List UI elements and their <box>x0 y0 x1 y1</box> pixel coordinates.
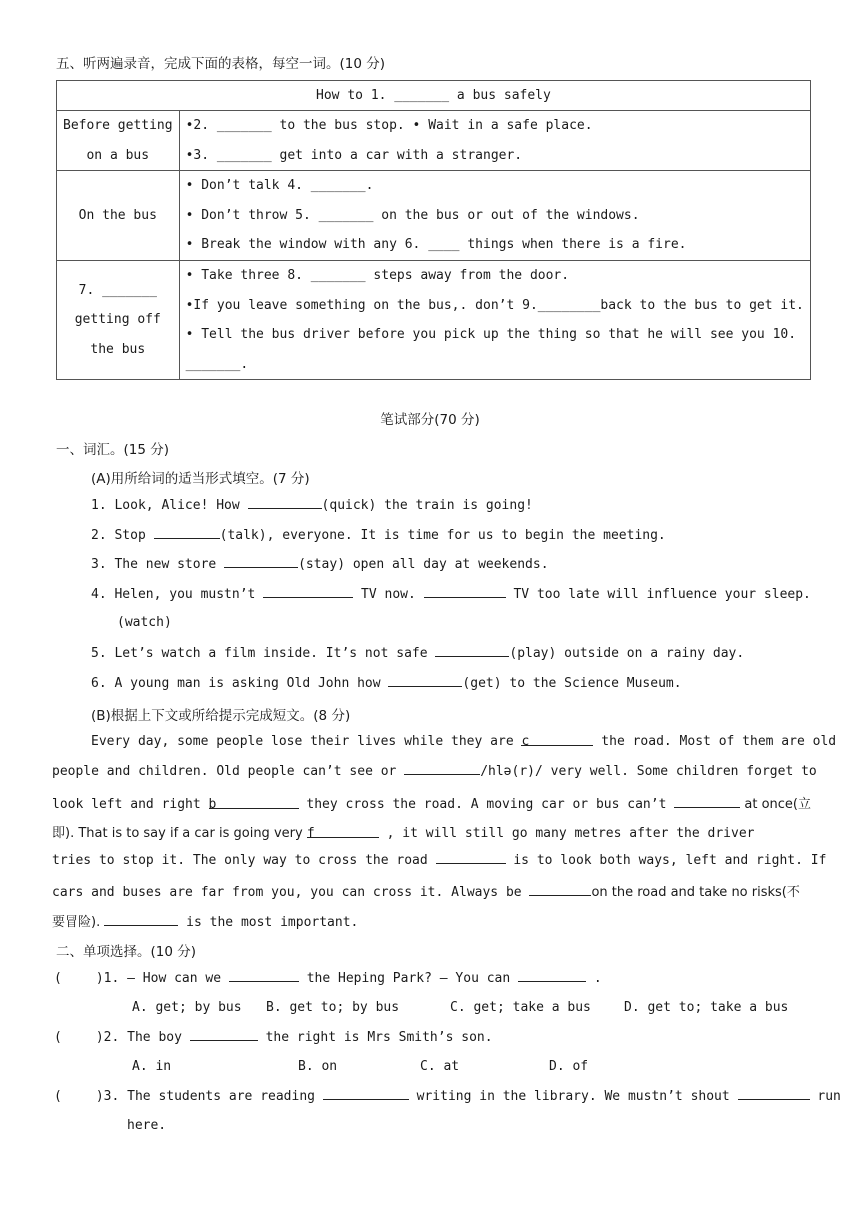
mc-question: ( )3. The students are reading writing in the library. We mustn’t shout run <box>54 1089 841 1104</box>
question-item: 3. The new store (stay) open all day at weekends. <box>91 557 549 572</box>
table-title: How to 1. _______ a bus safely <box>57 81 811 111</box>
mc-option[interactable]: A. get; by bus <box>132 1000 242 1015</box>
table-row <box>57 111 811 171</box>
row-content: • Take three 8. _______ steps away from the door. •If you leave something on the bus,. don’t 9.________back to the bus to get it. • Tell the bus driver before you pick up the thing so that he will see you 10. _______. <box>179 261 810 380</box>
answer-blank[interactable]: b <box>209 797 299 809</box>
mc-option[interactable]: C. at <box>420 1059 460 1074</box>
answer-blank[interactable] <box>738 1088 810 1100</box>
mc-option[interactable]: D. of <box>549 1059 589 1074</box>
answer-blank[interactable]: c <box>521 734 593 746</box>
row-content: • Don’t talk 4. _______. • Don’t throw 5. _______ on the bus or out of the windows. • Break the window with any 6. ____ things when there is a fire. <box>179 171 810 261</box>
answer-blank[interactable] <box>248 497 322 509</box>
answer-blank[interactable] <box>190 1029 258 1041</box>
answer-blank[interactable] <box>224 556 298 568</box>
answer-blank[interactable] <box>104 914 178 926</box>
answer-blank[interactable] <box>154 527 220 539</box>
question-item: 1. Look, Alice! How (quick) the train is going! <box>91 498 533 513</box>
written-part-title: 笔试部分(70 分) <box>380 412 480 428</box>
mc-option[interactable]: B. on <box>298 1059 338 1074</box>
section-five-title: 五、听两遍录音，完成下面的表格，每空一词。(10 分) <box>56 56 386 72</box>
answer-blank[interactable] <box>435 645 509 657</box>
passage-line: 即). That is to say if a car is going very f , it will still go many metres after the driver <box>52 826 755 841</box>
mc-section-title: 二、单项选择。(10 分) <box>56 944 197 960</box>
row-label: 7. _______ getting off the bus <box>57 261 180 380</box>
question-item: 4. Helen, you mustn’t TV now. TV too late will influence your sleep. <box>91 587 811 602</box>
question-item: 6. A young man is asking Old John how (get) to the Science Museum. <box>91 676 682 691</box>
answer-blank[interactable] <box>229 970 299 982</box>
answer-blank[interactable] <box>518 970 586 982</box>
passage-line: people and children. Old people can’t see or /hlə(r)/ very well. Some children forget to <box>52 764 817 779</box>
mc-question: ( )1. — How can we the Heping Park? — You can . <box>54 971 602 986</box>
vocab-section-title: 一、词汇。(15 分) <box>56 442 170 458</box>
row-content: •2. _______ to the bus stop. • Wait in a safe place. •3. _______ get into a car with a stranger. <box>179 111 810 171</box>
mc-option[interactable]: D. get to; take a bus <box>624 1000 789 1015</box>
question-item: 2. Stop (talk), everyone. It is time for us to begin the meeting. <box>91 528 666 543</box>
part-b-title: (B)根据上下文或所给提示完成短文。(8 分) <box>91 708 351 724</box>
answer-blank[interactable] <box>263 586 353 598</box>
passage-line: tries to stop it. The only way to cross the road is to look both ways, left and right. If <box>52 853 827 868</box>
answer-blank[interactable] <box>388 675 462 687</box>
passage-line: cars and buses are far from you, you can cross it. Always be on the road and take no risks(不 <box>52 885 800 900</box>
mc-question-continuation: here. <box>127 1118 167 1133</box>
listening-table <box>56 80 811 380</box>
passage-line: look left and right b they cross the road. A moving car or bus can’t at once(立 <box>52 797 811 812</box>
passage-line: Every day, some people lose their lives while they are c the road. Most of them are old <box>91 734 837 749</box>
answer-blank[interactable] <box>674 796 740 808</box>
row-label: Before getting on a bus <box>57 111 180 171</box>
mc-option[interactable]: B. get to; by bus <box>266 1000 400 1015</box>
answer-blank[interactable] <box>529 884 591 896</box>
question-item: 5. Let’s watch a film inside. It’s not safe (play) outside on a rainy day. <box>91 646 745 661</box>
answer-blank[interactable]: f <box>307 826 379 838</box>
question-item: (watch) <box>117 615 172 630</box>
answer-blank[interactable] <box>424 586 506 598</box>
mc-question: ( )2. The boy the right is Mrs Smith’s son. <box>54 1030 493 1045</box>
part-a-title: (A)用所给词的适当形式填空。(7 分) <box>91 471 310 487</box>
table-row <box>57 171 811 261</box>
answer-blank[interactable] <box>323 1088 409 1100</box>
answer-blank[interactable] <box>436 852 506 864</box>
answer-blank[interactable] <box>404 763 480 775</box>
mc-option[interactable]: A. in <box>132 1059 172 1074</box>
mc-option[interactable]: C. get; take a bus <box>450 1000 591 1015</box>
table-row <box>57 261 811 380</box>
passage-line: 要冒险). is the most important. <box>52 915 359 930</box>
row-label: On the bus <box>57 171 180 261</box>
